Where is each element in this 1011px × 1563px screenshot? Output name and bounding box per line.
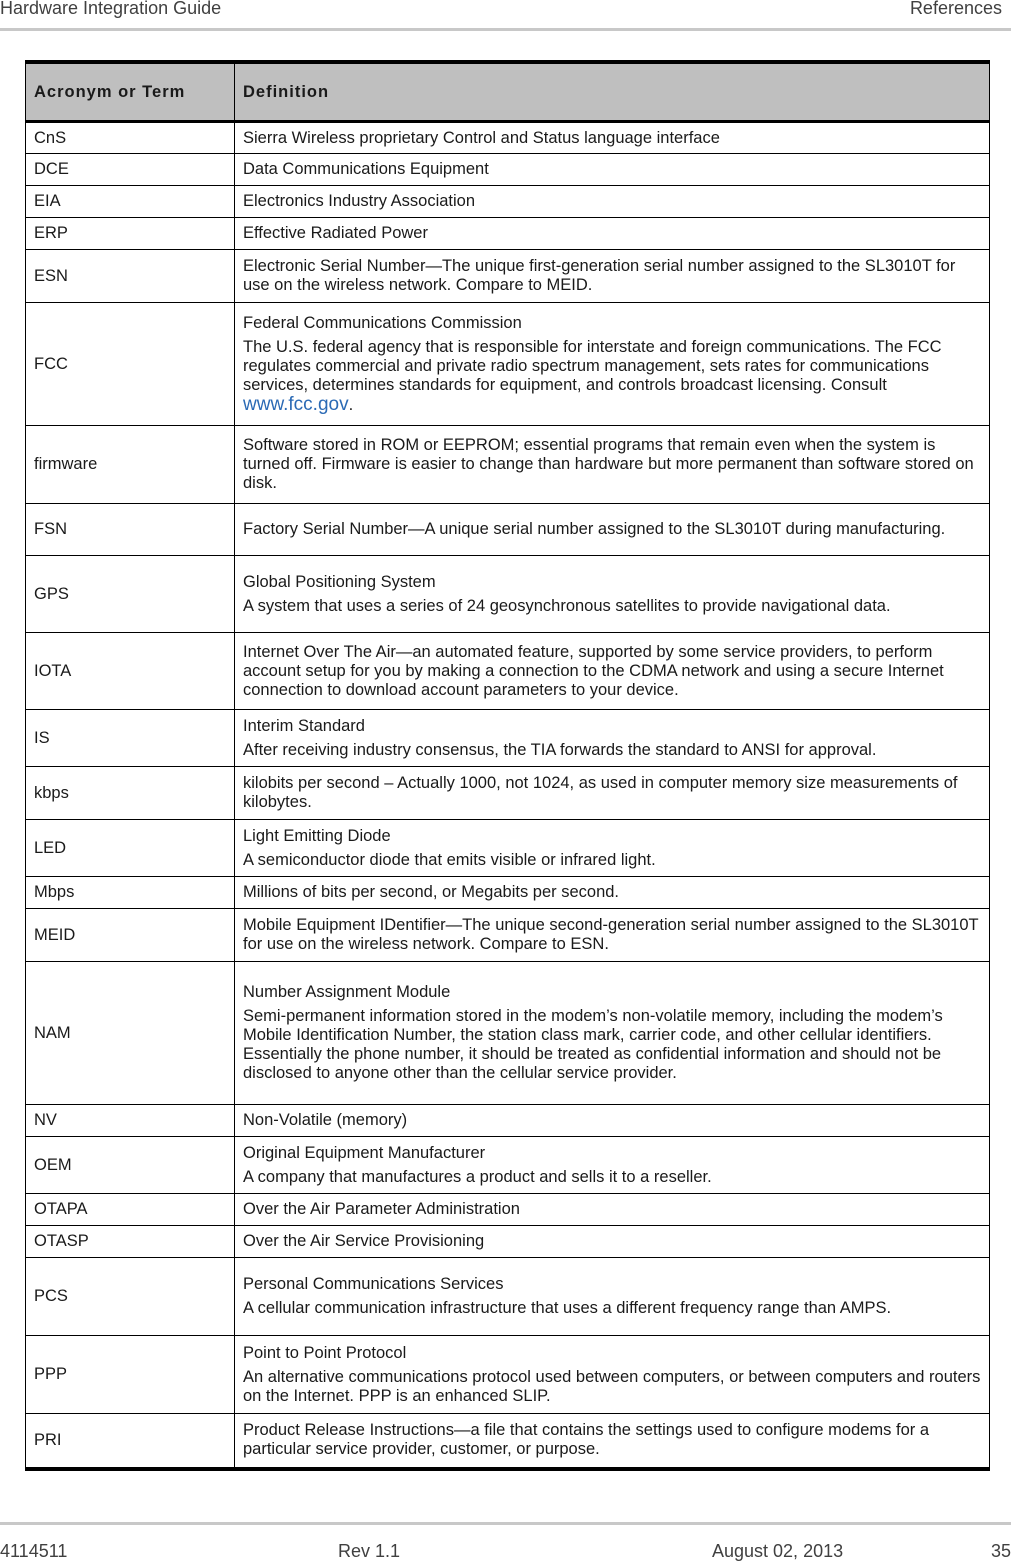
definition-text: Over the Air Service Provisioning [243, 1232, 485, 1250]
fcc-website-link[interactable]: www.fcc.gov [243, 393, 349, 415]
table-row [26, 1137, 990, 1194]
term-cell: IOTA [26, 633, 235, 710]
definition-paragraph [243, 160, 981, 179]
publication-date: August 02, 2013 [712, 1541, 844, 1561]
section-title: References [909, 0, 1002, 18]
table-row [26, 1336, 990, 1414]
definition-paragraph [243, 1275, 981, 1294]
definition-text: Semi-permanent information stored in the modem’s non-volatile memory, including the modem’s Mobile Identification Number, the station class mark, carrier code, and other cellular identifiers. Essentially the phone number, it should be treated as confidential information and should not be disclosed to anyone other than the cellular service provider. [243, 1007, 943, 1082]
table-row [26, 186, 990, 218]
table-row [26, 1414, 990, 1469]
definition-cell [235, 1414, 990, 1469]
definition-paragraph [243, 1232, 981, 1251]
definition-paragraph [243, 129, 981, 148]
definition-text: Sierra Wireless proprietary Control and Status language interface [243, 128, 720, 147]
term-cell: kbps [26, 767, 235, 820]
table-row [26, 962, 990, 1105]
definition-cell [235, 1137, 990, 1194]
definition-paragraph [243, 314, 981, 333]
definition-cell [235, 303, 990, 426]
page-number: 35 [990, 1541, 1011, 1561]
definition-text: Mobile Equipment IDentifier—The unique second-generation serial number assigned to the SL3010T for use on the wireless network. Compare to ESN. [243, 916, 979, 953]
definition-cell [235, 767, 990, 820]
term-cell: Mbps [26, 877, 235, 909]
definition-paragraph [243, 257, 981, 295]
definition-paragraph [243, 717, 981, 736]
definition-text: Electronics Industry Association [243, 192, 476, 210]
definition-text: Product Release Instructions—a file that contains the settings used to configure modems for a particular service provider, customer, or purpose. [243, 1421, 930, 1459]
definition-paragraph [243, 573, 981, 592]
term-cell: IS [26, 710, 235, 767]
term-cell: NAM [26, 962, 235, 1105]
table-row [26, 1226, 990, 1258]
column-header-definition: Definition [235, 62, 990, 122]
definition-text: Electronic Serial Number—The unique first-generation serial number assigned to the SL3010T for use on the wireless network. Compare to MEID. [243, 257, 956, 294]
definition-cell [235, 154, 990, 186]
definition-paragraph [243, 774, 981, 812]
definition-text: Non-Volatile (memory) [243, 1111, 408, 1129]
definition-text: Point to Point Protocol [243, 1343, 407, 1362]
revision: Rev 1.1 [338, 1541, 401, 1561]
term-cell: ESN [26, 250, 235, 303]
table-row [26, 710, 990, 767]
term-cell: GPS [26, 556, 235, 633]
definition-paragraph [243, 436, 981, 493]
definition-paragraph [243, 827, 981, 846]
definition-paragraph [243, 1144, 981, 1163]
definition-text: After receiving industry consensus, the TIA forwards the standard to ANSI for approval. [243, 740, 877, 759]
term-cell: PPP [26, 1336, 235, 1414]
definition-paragraph [243, 1421, 981, 1459]
document-title: Hardware Integration Guide [0, 0, 222, 18]
definition-cell [235, 1105, 990, 1137]
term-cell: OEM [26, 1137, 235, 1194]
definition-paragraph [243, 1368, 981, 1406]
definition-cell [235, 962, 990, 1105]
definition-cell [235, 122, 990, 154]
definition-cell [235, 250, 990, 303]
table-header-row [26, 62, 990, 122]
table-row [26, 633, 990, 710]
term-cell: OTAPA [26, 1194, 235, 1226]
definition-text: kilobits per second – Actually 1000, not 1024, as used in computer memory size measurements of kilobytes. [243, 774, 958, 811]
definition-paragraph [243, 192, 981, 211]
definition-paragraph [243, 224, 981, 243]
definition-cell [235, 710, 990, 767]
definition-text: Global Positioning System [243, 572, 436, 591]
column-header-term: Acronym or Term [26, 62, 235, 122]
definition-paragraph [243, 1299, 981, 1318]
table-row [26, 1105, 990, 1137]
definition-cell [235, 909, 990, 962]
table-row [26, 556, 990, 633]
definition-text: A cellular communication infrastructure that uses a different frequency range than AMPS. [243, 1299, 892, 1317]
definition-paragraph [243, 520, 981, 539]
definition-text: Data Communications Equipment [243, 160, 489, 178]
definition-text: An alternative communications protocol used between computers, or between computers and routers on the Internet. PPP is an enhanced SLIP. [243, 1367, 981, 1405]
term-cell: NV [26, 1105, 235, 1137]
definition-text: A semiconductor diode that emits visible or infrared light. [243, 850, 656, 869]
term-cell: MEID [26, 909, 235, 962]
definition-text: Personal Communications Services [243, 1275, 504, 1293]
table-row [26, 218, 990, 250]
definition-paragraph [243, 338, 981, 415]
term-cell: OTASP [26, 1226, 235, 1258]
link-suffix: . [348, 395, 354, 414]
definition-cell [235, 426, 990, 504]
term-cell: EIA [26, 186, 235, 218]
glossary-body [26, 122, 990, 1469]
definition-text: Factory Serial Number—A unique serial number assigned to the SL3010T during manufacturing. [243, 520, 946, 538]
table-row [26, 154, 990, 186]
definition-cell [235, 1226, 990, 1258]
table-row [26, 303, 990, 426]
definition-text: A system that uses a series of 24 geosynchronous satellites to provide navigational data. [243, 596, 891, 615]
definition-cell [235, 556, 990, 633]
term-cell: FCC [26, 303, 235, 426]
definition-text: Federal Communications Commission [243, 313, 522, 332]
definition-text: Interim Standard [243, 716, 365, 735]
definition-text: Number Assignment Module [243, 983, 451, 1001]
table-row [26, 1258, 990, 1336]
term-cell: firmware [26, 426, 235, 504]
definition-text: Software stored in ROM or EEPROM; essential programs that remain even when the system is turned off. Firmware is easier to change than hardware but more permanent than software stored on disk. [243, 436, 974, 492]
definition-paragraph [243, 1200, 981, 1219]
definition-paragraph [243, 1111, 981, 1130]
term-cell: ERP [26, 218, 235, 250]
definition-text: A company that manufactures a product and sells it to a reseller. [243, 1167, 712, 1186]
definition-text: Over the Air Parameter Administration [243, 1200, 520, 1218]
term-cell: PRI [26, 1414, 235, 1469]
page-header [0, 0, 1011, 31]
table-row [26, 877, 990, 909]
table-row [26, 122, 990, 154]
definition-paragraph [243, 643, 981, 700]
definition-paragraph [243, 741, 981, 760]
definition-text: The U.S. federal agency that is responsible for interstate and foreign communications. The FCC regulates commercial and private radio spectrum management, sets rates for communications services, determines standards for equipment, and controls broadcast licensing. Consult [243, 337, 942, 394]
term-cell: FSN [26, 504, 235, 556]
table-row [26, 909, 990, 962]
definition-text: Original Equipment Manufacturer [243, 1143, 486, 1162]
definition-paragraph [243, 597, 981, 616]
definition-cell [235, 218, 990, 250]
definition-cell [235, 504, 990, 556]
definition-paragraph [243, 1344, 981, 1363]
term-cell: DCE [26, 154, 235, 186]
table-row [26, 426, 990, 504]
term-cell: CnS [26, 122, 235, 154]
definition-text: Effective Radiated Power [243, 224, 428, 242]
table-row [26, 250, 990, 303]
definition-cell [235, 1258, 990, 1336]
page-footer [0, 1522, 1011, 1563]
definition-paragraph [243, 983, 981, 1002]
definition-text: Light Emitting Diode [243, 826, 391, 845]
definition-cell [235, 633, 990, 710]
table-row [26, 1194, 990, 1226]
definition-paragraph [243, 1168, 981, 1187]
definition-paragraph [243, 1007, 981, 1083]
table-row [26, 767, 990, 820]
term-cell: LED [26, 820, 235, 877]
glossary-table [25, 60, 990, 1471]
table-row [26, 820, 990, 877]
definition-paragraph [243, 883, 981, 902]
table-row [26, 504, 990, 556]
definition-cell [235, 186, 990, 218]
definition-paragraph [243, 916, 981, 954]
definition-text: Internet Over The Air—an automated feature, supported by some service providers, to perform account setup for you by making a connection to the CDMA network and using a secure Internet connection to download account parameters to your device. [243, 642, 944, 699]
definition-cell [235, 1336, 990, 1414]
document-number: 4114511 [0, 1541, 68, 1561]
definition-text: Millions of bits per second, or Megabits per second. [243, 883, 620, 901]
definition-paragraph [243, 851, 981, 870]
term-cell: PCS [26, 1258, 235, 1336]
definition-cell [235, 820, 990, 877]
definition-cell [235, 877, 990, 909]
definition-cell [235, 1194, 990, 1226]
